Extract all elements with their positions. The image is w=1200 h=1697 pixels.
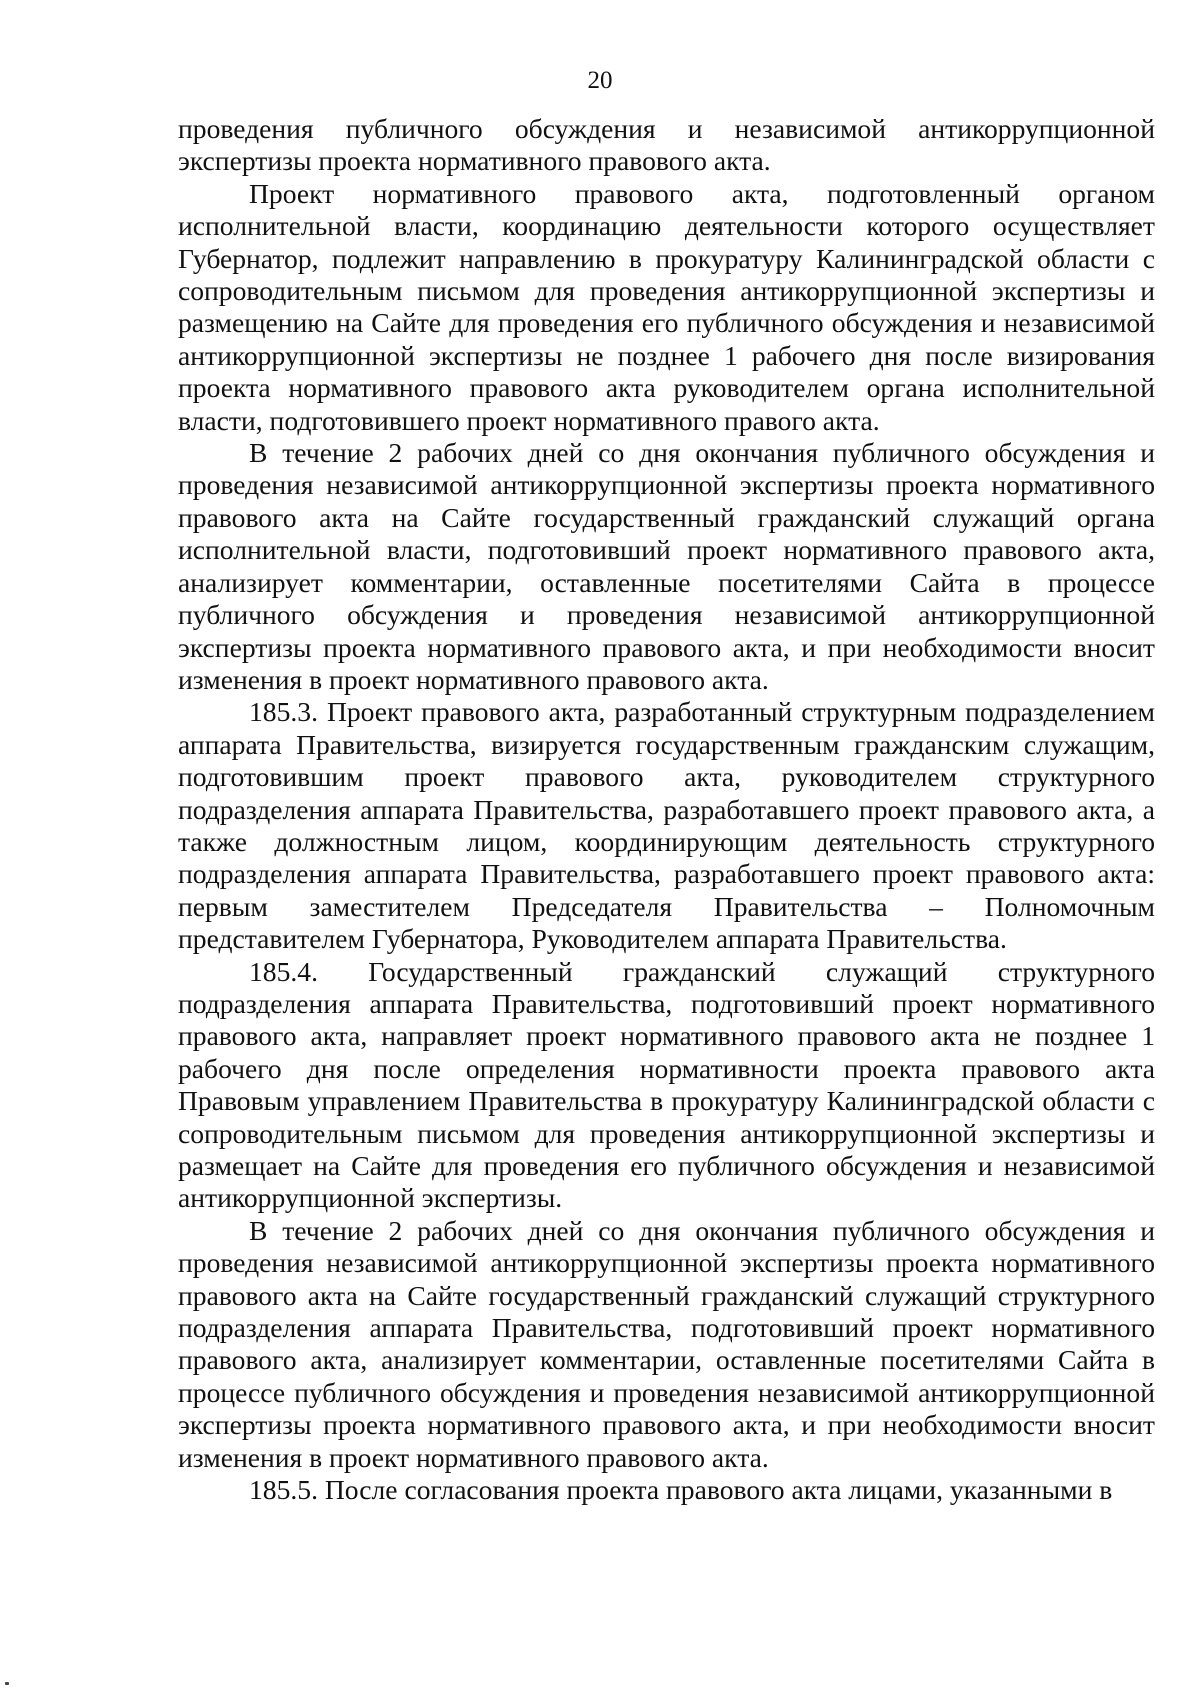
document-body xyxy=(178,113,1155,1506)
paragraph-continuation: проведения публичного обсуждения и независимой антикоррупционной экспертизы проекта нормативного правового акта. xyxy=(178,113,1155,177)
paragraph-185-5: 185.5. После согласования проекта правового акта лицами, указанными в xyxy=(249,1474,1113,1506)
scan-speck xyxy=(5,1682,9,1685)
paragraph-governor-projects: Проект нормативного правового акта, подготовленный органом исполнительной власти, координацию деятельности которого осуществляет Губернатор, подлежит направлению в прокуратуру Калининградской области с сопроводительным письмом для проведения антикоррупционной экспертизы и размещению на Сайте для проведения его публичного обсуждения и независимой антикоррупционной экспертизы не позднее 1 рабочего дня после визирования проекта нормативного правового акта руководителем органа исполнительной власти, подготовившего проект нормативного правого акта. xyxy=(178,177,1155,436)
paragraph-185-3: 185.3. Проект правового акта, разработанный структурным подразделением аппарата Правительства, визируется государственным гражданским служащим, подготовившим проект правового акта, руководителем структурного подразделения аппарата Правительства, разработавшего проект правового акта, а также должностным лицом, координирующим деятельность структурного подразделения аппарата Правительства, разработавшего проект правового акта: первым заместителем Председателя Правительства – Полномочным представителем Губернатора, Руководителем аппарата Правительства. xyxy=(178,696,1155,955)
paragraph-185-4: 185.4. Государственный гражданский служащий структурного подразделения аппарата Правительства, подготовивший проект нормативного правового акта, направляет проект нормативного правового акта не позднее 1 рабочего дня после определения нормативности проекта правового акта Правовым управлением Правительства в прокуратуру Калининградской области с сопроводительным письмом для проведения антикоррупционной экспертизы и размещает на Сайте для проведения его публичного обсуждения и независимой антикоррупционной экспертизы. xyxy=(178,955,1155,1214)
page-number: 20 xyxy=(587,67,613,94)
paragraph-executive-comments-review: В течение 2 рабочих дней со дня окончания публичного обсуждения и проведения независимой антикоррупционной экспертизы проекта нормативного правового акта на Сайте государственный гражданский служащий органа исполнительной власти, подготовивший проект нормативного правового акта, анализирует комментарии, оставленные посетителями Сайта в процессе публичного обсуждения и проведения независимой антикоррупционной экспертизы проекта нормативного правового акта, и при необходимости вносит изменения в проект нормативного правового акта. xyxy=(178,437,1155,695)
paragraph-apparatus-comments-review: В течение 2 рабочих дней со дня окончания публичного обсуждения и проведения независимой антикоррупционной экспертизы проекта нормативного правового акта на Сайте государственный гражданский служащий структурного подразделения аппарата Правительства, подготовивший проект нормативного правового акта, анализирует комментарии, оставленные посетителями Сайта в процессе публичного обсуждения и проведения независимой антикоррупционной экспертизы проекта нормативного правового акта, и при необходимости вносит изменения в проект нормативного правового акта. xyxy=(178,1214,1155,1473)
